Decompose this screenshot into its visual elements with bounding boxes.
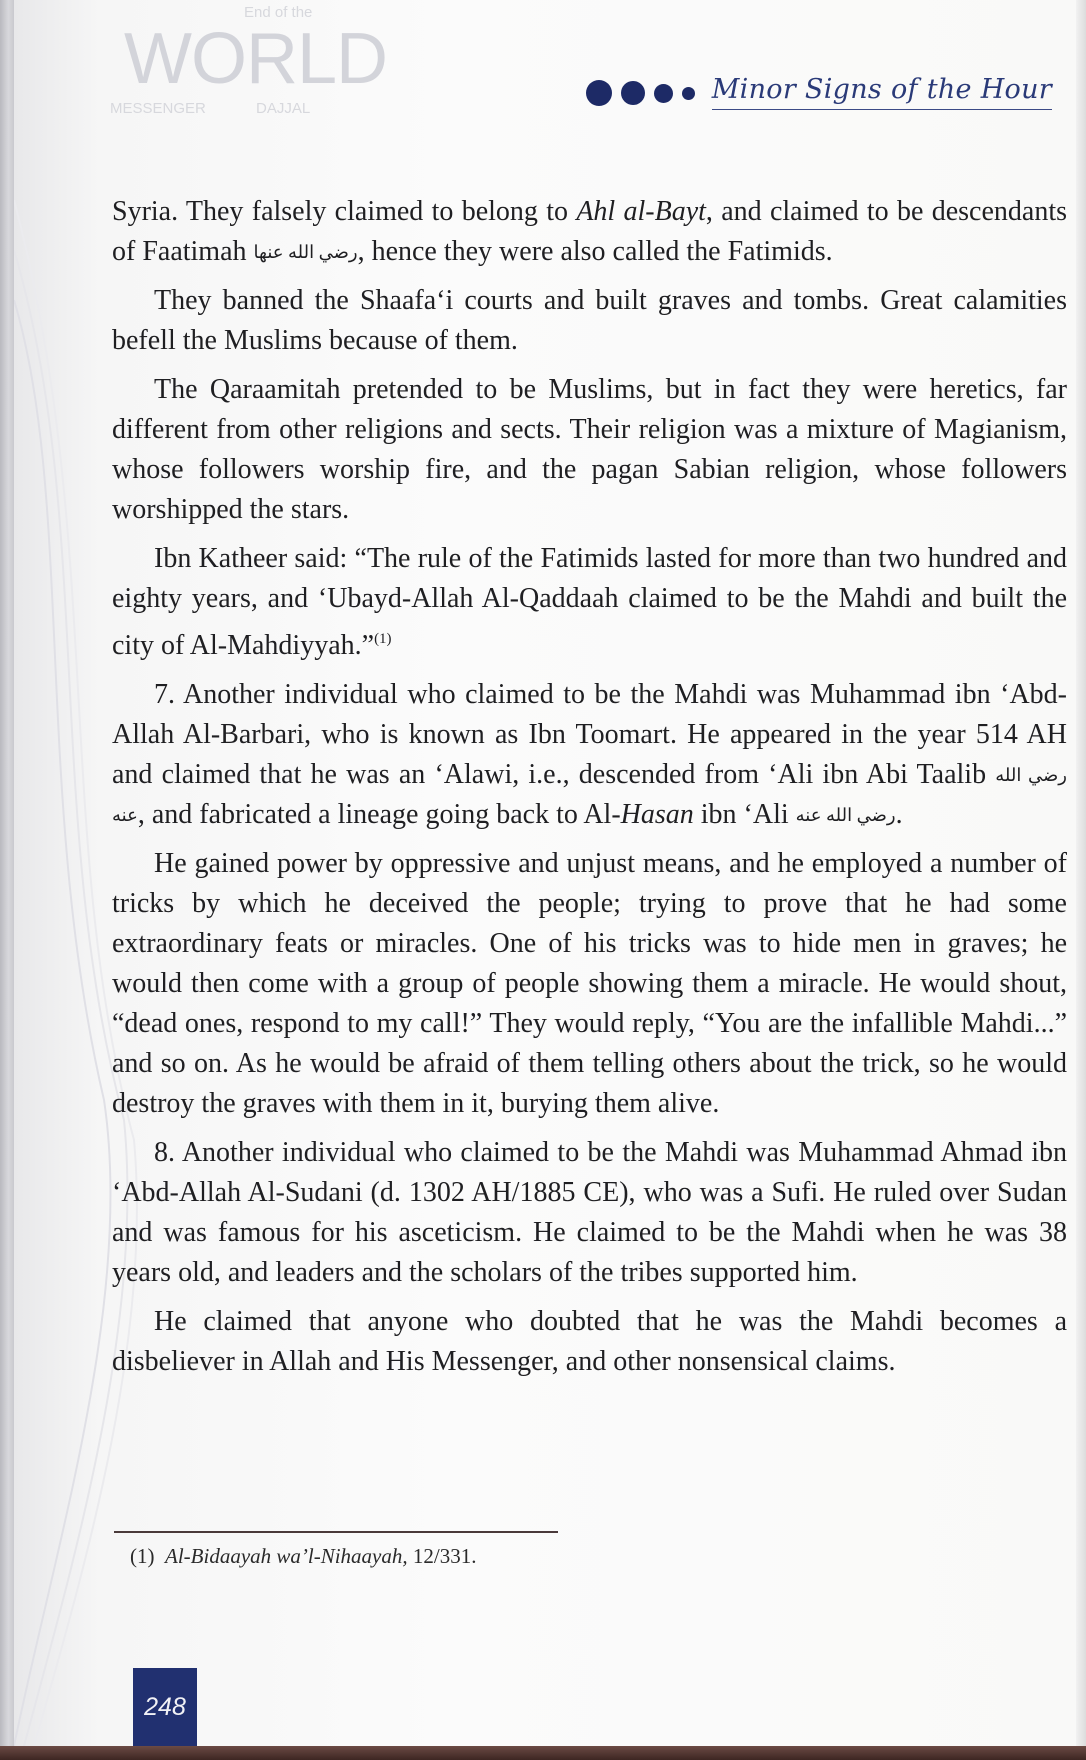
footnote-title: Al-Bidaayah wa’l-Nihaayah, [165, 1544, 408, 1568]
text-span: , and claimed to be descendants of Faatimah [112, 196, 1067, 267]
header-dot [621, 81, 645, 105]
watermark-small-left: MESSENGER [110, 100, 206, 117]
page-right-edge [1076, 0, 1086, 1746]
text-span: Syria. They falsely claimed to belong to [112, 196, 577, 227]
italic-term: Ahl al-Bayt [576, 196, 706, 227]
footnote-divider [114, 1531, 558, 1533]
footnote [130, 1544, 476, 1569]
page-number-badge [133, 1668, 197, 1746]
footnote-reference-text: 12/331. [407, 1544, 477, 1568]
watermark-small-top: End of the [244, 4, 313, 21]
footnote-marker: (1) [130, 1544, 155, 1568]
running-title: Minor Signs of the Hour [712, 74, 1052, 110]
honorific-glyph: رضي الله عنه [795, 805, 896, 825]
paragraph-3: The Qaraamitah pretended to be Muslims, but in fact they were heretics, far different from other religions and sects. Their religion was a mixture of Magianism, whose followers worship fire, and the pagan Sabian religion, whose followers worshipped the stars. [112, 374, 1067, 525]
honorific-glyph: رضي الله عنه [112, 765, 1067, 825]
text-span: , hence they were also called the Fatimids. [357, 236, 833, 267]
book-binding-edge [0, 0, 14, 1760]
paragraph-4 [112, 539, 1067, 666]
book-bottom-edge [0, 1746, 1086, 1760]
header-dot [682, 87, 695, 100]
header-dot [654, 84, 673, 103]
text-span: 7. Another individual who claimed to be the Mahdi was Muhammad ibn ‘Abd-Allah Al-Barbari, who is known as Ibn Toomart. He appeared in the year 514 AH and claimed that he was an ‘Alawi, i.e., descended from ‘Ali ibn Abi Taalib [112, 679, 1067, 790]
paragraph-1 [112, 192, 1067, 272]
watermark-small-right: DAJJAL [256, 100, 311, 117]
paragraph-8: He claimed that anyone who doubted that he was the Mahdi becomes a disbeliever in Allah and His Messenger, and other nonsensical claims. [112, 1306, 1067, 1377]
paragraph-5 [112, 675, 1067, 835]
page-number: 248 [144, 1692, 186, 1721]
text-span: . [895, 799, 903, 830]
text-span: , and fabricated a lineage going back to Al- [137, 799, 621, 830]
footnote-reference[interactable]: (1) [374, 631, 392, 647]
paragraph-6: He gained power by oppressive and unjust means, and he employed a number of tricks by which he deceived the people; trying to prove that he had some extraordinary feats or miracles. One of his tricks was to hide men in graves; he would then come with a group of people showing them a miracle. He would shout, “dead ones, respond to my call!” They would reply, “You are the infallible Mahdi...” and so on. As he would be afraid of them telling others about the trick, so he would destroy the graves with them in it, burying them alive. [112, 848, 1067, 1119]
header-dots [586, 80, 704, 106]
header-dot [586, 80, 612, 106]
running-header [586, 70, 1052, 110]
italic-term: Hasan [620, 799, 694, 830]
paragraph-7: 8. Another individual who claimed to be the Mahdi was Muhammad Ahmad ibn ‘Abd-Allah Al-Sudani (d. 1302 AH/1885 CE), who was a Sufi. He ruled over Sudan and was famous for his asceticism. He claimed to be the Mahdi when he was 38 years old, and leaders and the scholars of the tribes supported him. [112, 1137, 1067, 1288]
text-span: Ibn Katheer said: “The rule of the Fatimids lasted for more than two hundred and eighty years, and ‘Ubayd-Allah Al-Qaddaah claimed to be the Mahdi and built the city of Al-Mahdiyyah.” [112, 543, 1067, 661]
paragraph-2: They banned the Shaafa‘i courts and built graves and tombs. Great calamities befell the Muslims because of them. [112, 285, 1067, 356]
body-text [112, 192, 1067, 1391]
watermark-logo [98, 0, 387, 130]
watermark-big: WORLD [124, 19, 387, 99]
text-span: ibn ‘Ali [693, 799, 796, 830]
honorific-glyph: رضي الله عنها [253, 242, 358, 262]
